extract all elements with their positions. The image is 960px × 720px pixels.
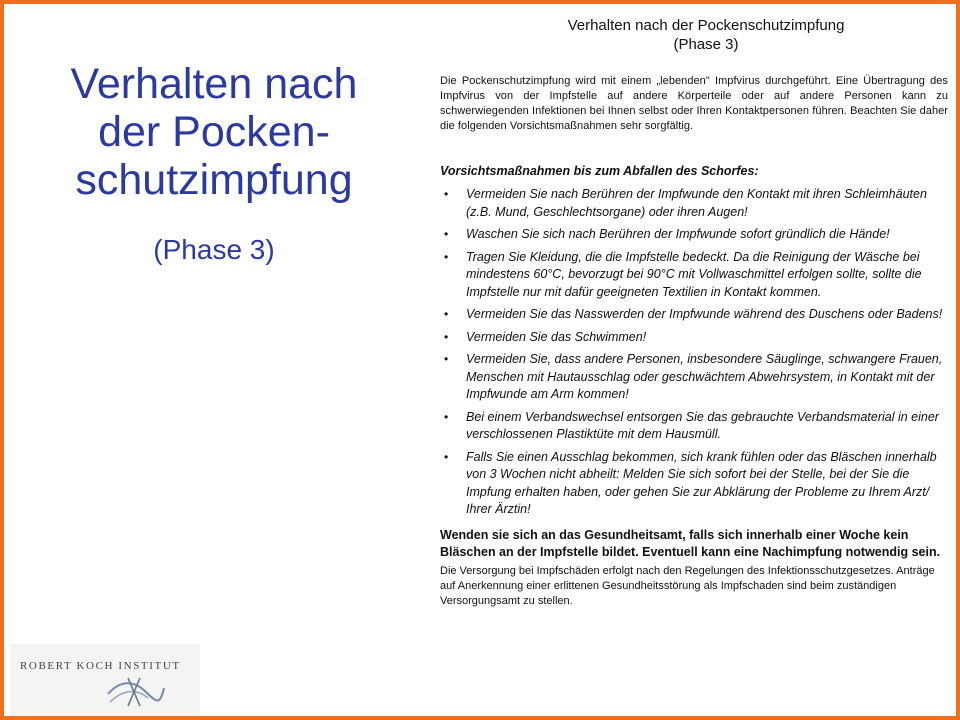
sheet-title-line2: (Phase 3) <box>673 36 739 53</box>
bullet-icon: • <box>444 352 449 366</box>
sheet-title <box>440 16 948 54</box>
bullet-icon: • <box>444 249 449 264</box>
logo-text: ROBERT KOCH INSTITUT <box>20 660 181 672</box>
bullet-icon: • <box>444 409 449 424</box>
list-item: • Vermeiden Sie das Schwimmen! <box>440 329 948 347</box>
list-item: • Vermeiden Sie das Nasswerden der Impfwunde während des Duschens oder Badens! <box>440 306 948 324</box>
sheet-intro: Die Pockenschutzimpfung wird mit einem „lebenden" Impfvirus durchgeführt. Eine Übertragung des Impfvirus von der Impfstelle auf andere Körperteile oder auf andere Personen kann zu schwerwiegenden Infektionen bei Ihnen selbst oder Ihren Kontaktpersonen führen. Beachten Sie daher die folgenden Vorsichtsmaßnahmen sehr sorgfältig. <box>440 75 948 132</box>
info-sheet <box>440 16 948 609</box>
bullet-icon: • <box>444 227 449 241</box>
bullet-icon: • <box>444 307 449 321</box>
slide-title-line: Verhalten nach <box>70 60 358 108</box>
slide-title-line: der Pocken- <box>98 108 330 156</box>
sheet-title-line1: Verhalten nach der Pockenschutzimpfung <box>567 17 845 34</box>
rki-logo-mark-icon <box>106 674 166 710</box>
list-item: • Waschen Sie sich nach Berühren der Impfwunde sofort gründlich die Hände! <box>440 226 948 244</box>
bullet-icon: • <box>444 187 449 201</box>
health-office-notice: Wenden sie sich an das Gesundheitsamt, falls sich innerhalb einer Woche kein Bläschen an der Impfstelle bildet. Eventuell kann eine Nachimpfung notwendig sein. <box>440 527 941 559</box>
precautions-list <box>440 186 948 519</box>
institute-logo <box>10 644 200 716</box>
bullet-icon: • <box>444 329 449 344</box>
precautions-heading: Vorsichtsmaßnahmen bis zum Abfallen des Schorfes: <box>440 164 759 178</box>
list-item: • Vermeiden Sie nach Berühren der Impfwunde den Kontakt mit ihren Schleimhäuten (z.B. Mund, Geschlechtsorgane) oder ihren Augen! <box>444 187 927 219</box>
compensation-note: Die Versorgung bei Impfschäden erfolgt nach den Regelungen des Infektionsschutzgesetzes. Anträge auf Anerkennung einer erlittenen Gesundheitsstörung als Impfschaden sind beim zuständigen Versorgungsamt zu stellen. <box>440 564 935 607</box>
slide-subtitle: (Phase 3) <box>153 234 275 265</box>
slide-title-line: schutzimpfung <box>75 156 353 204</box>
list-item: • Vermeiden Sie, dass andere Personen, insbesondere Säuglinge, schwangere Frauen, Menschen mit Hautausschlag oder geschwächtem Abwehrsystem, in Kontakt mit der Impfwunde am Arm kommen! <box>444 352 943 401</box>
list-item: • Bei einem Verbandswechsel entsorgen Sie das gebrauchte Verbandsmaterial in einer verschlossenen Plastiktüte mit dem Hausmüll. <box>444 409 939 441</box>
list-item: • Tragen Sie Kleidung, die die Impfstelle bedeckt. Da die Reinigung der Wäsche bei mindestens 60°C, bevorzugt bei 90°C mit Vollwaschmittel erfolgen sollte, sollte die Impfstelle nur mit dafür geeigneten Textilien in Kontakt kommen. <box>444 249 922 299</box>
slide-title <box>14 60 414 204</box>
list-item: • Falls Sie einen Ausschlag bekommen, sich krank fühlen oder das Bläschen innerhalb von 3 Wochen nicht abheilt: Melden Sie sich sofort bei der Stelle, bei der Sie die Impfung erhalten haben, oder gehen Sie zur Abklärung der Probleme zu Ihrem Arzt/ Ihrer Ärztin! <box>444 449 937 516</box>
bullet-icon: • <box>444 449 449 464</box>
